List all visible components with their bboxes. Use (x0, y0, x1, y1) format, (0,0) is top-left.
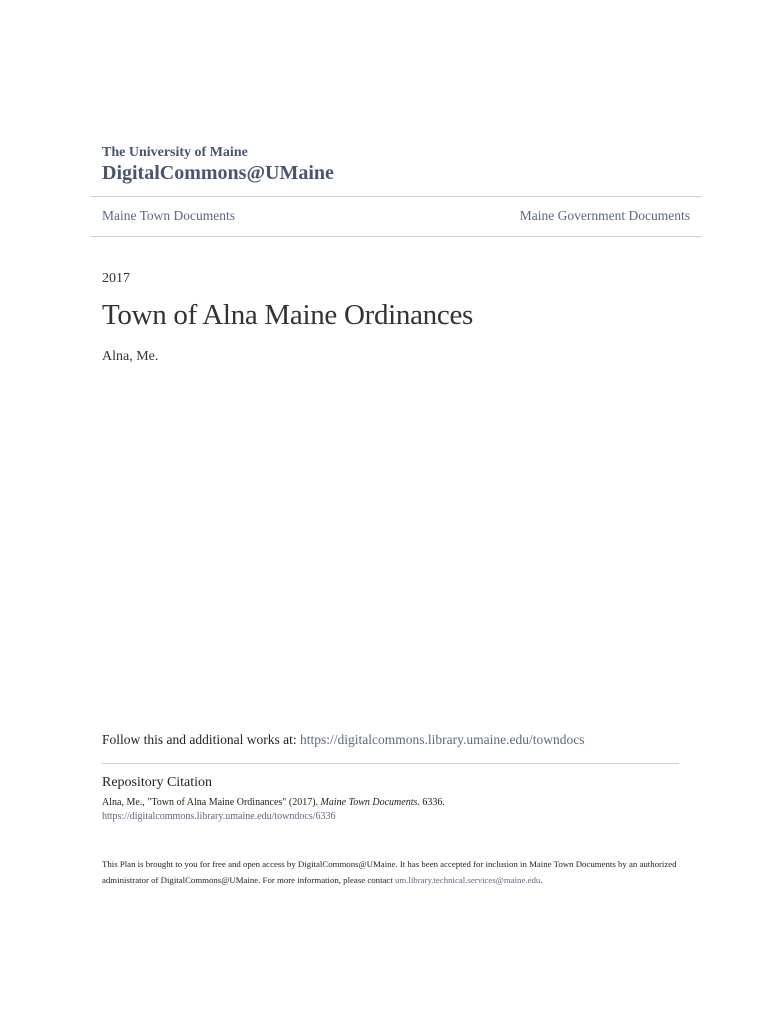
follow-prefix: Follow this and additional works at: (102, 732, 300, 747)
contact-email-link[interactable]: um.library.technical.services@maine.edu (394, 875, 541, 885)
citation-journal: Maine Town Documents (320, 797, 418, 808)
citation-link[interactable]: https://digitalcommons.library.umaine.edu/towndocs/6336 (102, 811, 336, 822)
citation-suffix: . 6336. (417, 797, 445, 808)
access-notice (102, 856, 692, 888)
citation-prefix: Alna, Me., "Town of Alna Maine Ordinances" (2017). (102, 797, 321, 808)
collection-link-government-documents[interactable]: Maine Government Documents (519, 208, 690, 223)
citation-heading: Repository Citation (102, 775, 213, 790)
collection-link-town-documents[interactable]: Maine Town Documents (102, 208, 236, 223)
follow-link[interactable]: https://digitalcommons.library.umaine.edu/towndocs (300, 732, 585, 747)
header-divider-bottom (91, 236, 702, 237)
notice-end: . (540, 875, 543, 885)
document-title: Town of Alna Maine Ordinances (102, 299, 474, 331)
follow-line (102, 732, 584, 748)
citation-text (102, 797, 445, 808)
citation-divider (102, 763, 679, 764)
notice-text: This Plan is brought to you for free and open access by DigitalCommons@UMaine. It has been accepted for inclusion in Maine Town Documents by an authorized administrator of DigitalCommons@UMaine. For more information, please contact (102, 859, 677, 885)
publication-year: 2017 (102, 271, 130, 286)
header-divider-top (91, 196, 702, 197)
university-name: The University of Maine (102, 145, 248, 160)
document-author: Alna, Me. (102, 349, 159, 364)
site-name[interactable]: DigitalCommons@UMaine (102, 162, 334, 184)
